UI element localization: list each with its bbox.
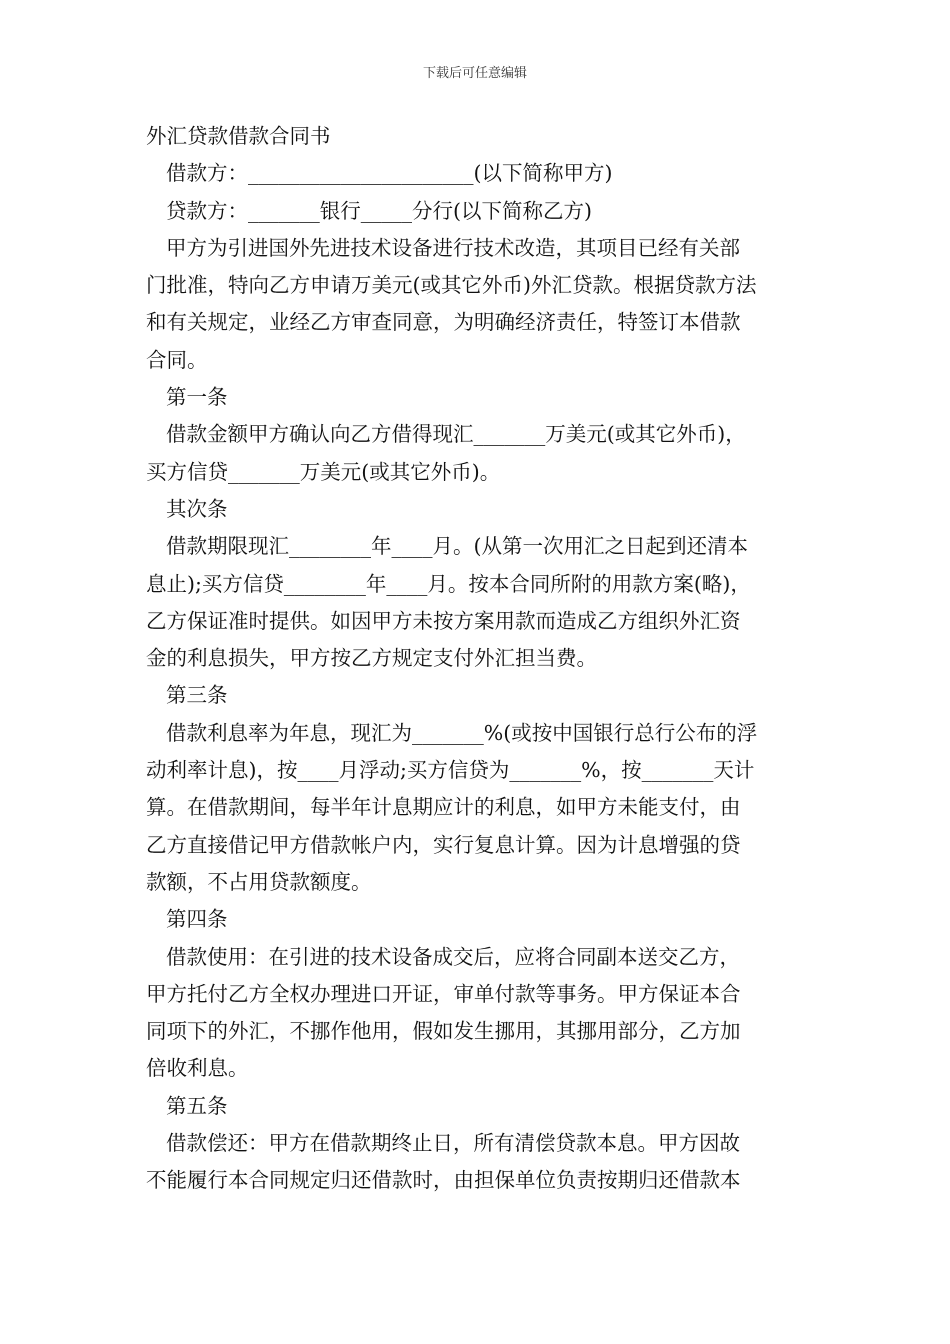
document-line: 借款使用：在引进的技术设备成交后，应将合同副本送交乙方， <box>166 944 740 969</box>
document-line: 借款期限现汇________年____月。(从第一次用汇之日起到还清本 <box>166 534 748 559</box>
document-line: 其次条 <box>166 496 228 521</box>
document-line: 乙方保证准时提供。如因甲方未按方案用款而造成乙方组织外汇资 <box>146 608 741 633</box>
document-line: 甲方托付乙方全权办理进口开证，审单付款等事务。甲方保证本合 <box>146 981 741 1006</box>
document-line: 借款利息率为年息，现汇为_______%(或按中国银行总行公布的浮 <box>166 720 758 745</box>
document-line: 贷款方：_______银行_____分行(以下简称乙方) <box>166 198 592 223</box>
document-line: 乙方直接借记甲方借款帐户内，实行复息计算。因为计息增强的贷 <box>146 832 741 857</box>
document-line: 第五条 <box>166 1093 228 1118</box>
document-line: 买方信贷_______万美元(或其它外币)。 <box>146 459 501 484</box>
document-line: 第一条 <box>166 385 228 410</box>
document-line: 倍收利息。 <box>146 1056 249 1081</box>
document-line: 借款偿还：甲方在借款期终止日，所有清偿贷款本息。甲方因故 <box>166 1131 740 1156</box>
document-line: 第三条 <box>166 683 228 708</box>
document-line: 同项下的外汇，不挪作他用，假如发生挪用，其挪用部分，乙方加 <box>146 1019 741 1044</box>
document-line: 算。在借款期间，每半年计息期应计的利息，如甲方未能支付，由 <box>146 795 741 820</box>
page-header-note: 下载后可任意编辑 <box>422 66 527 81</box>
document-line: 不能履行本合同规定归还借款时，由担保单位负责按期归还借款本 <box>146 1168 741 1193</box>
document-line: 动利率计息)，按____月浮动;买方信贷为_______%，按_______天计 <box>146 758 755 783</box>
document-line: 款额，不占用贷款额度。 <box>146 869 372 894</box>
document-line: 甲方为引进国外先进技术设备进行技术改造，其项目已经有关部 <box>166 235 740 260</box>
document-line: 借款方：______________________(以下简称甲方) <box>166 161 613 186</box>
document-title: 外汇贷款借款合同书 <box>146 124 331 148</box>
document-line: 和有关规定，业经乙方审查同意，为明确经济责任，特签订本借款 <box>146 310 741 335</box>
document-line: 借款金额甲方确认向乙方借得现汇_______万美元(或其它外币)， <box>166 422 746 447</box>
document-line: 息止);买方信贷________年____月。按本合同所附的用款方案(略)， <box>146 571 751 596</box>
document-line: 金的利息损失，甲方按乙方规定支付外汇担当费。 <box>146 646 597 671</box>
document-line: 门批准，特向乙方申请万美元(或其它外币)外汇贷款。根据贷款方法 <box>146 273 757 298</box>
document-line: 合同。 <box>146 347 208 372</box>
document-line: 第四条 <box>166 907 228 932</box>
document-body <box>146 118 810 1200</box>
